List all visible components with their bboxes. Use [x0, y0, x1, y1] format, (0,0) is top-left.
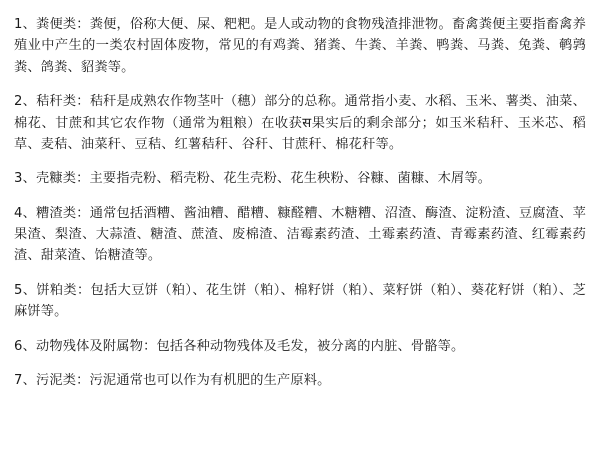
- item-term: 饼粕类：: [36, 282, 91, 298]
- list-item: [14, 168, 586, 189]
- item-text: 通常包括酒糟、酱油糟、醋糟、糠醛糟、木糖糟、沼渣、酶渣、淀粉渣、豆腐渣、苹果渣、梨渣、大蒜渣、糖渣、蔗渣、废棉渣、洁霉素药渣、土霉素药渣、青霉素药渣、红霉素药渣、甜菜渣、饴糖渣等。: [14, 205, 586, 264]
- item-number: 5、: [14, 282, 37, 298]
- item-text: 粪便，俗称大便、屎、粑粑。是人或动物的食物残渣排泄物。畜禽粪便主要指畜禽养殖业中产生的一类农村固体废物，常见的有鸡粪、猪粪、牛粪、羊粪、鸭粪、马粪、兔粪、鹌鹑粪、鸽粪、貂粪等。: [14, 17, 586, 75]
- item-term: 壳糠类：: [35, 171, 90, 187]
- item-text: 包括各种动物残体及毛发，被分离的内脏、骨骼等。: [156, 338, 465, 354]
- list-item: [14, 370, 586, 391]
- item-text: 秸秆是成熟农作物茎叶（穗）部分的总称。通常指小麦、水稻、玉米、薯类、油菜、棉花、甘蔗和其它农作物（通常为粗粮）在收获स果实后的剩余部分；如玉米秸秆、玉米芯、稻草、麦秸、油菜秆、豆秸、红薯秸秆、谷秆、甘蔗秆、棉花秆等。: [14, 94, 586, 152]
- item-number: 6、: [14, 338, 36, 354]
- item-number: 3、: [14, 171, 36, 187]
- item-term: 动物残体及附属物：: [35, 338, 157, 354]
- list-item: [14, 280, 586, 323]
- item-text: 包括大豆饼（粕）、花生饼（粕）、棉籽饼（粕）、菜籽饼（粕）、葵花籽饼（粕）、芝麻饼等。: [14, 282, 586, 320]
- list-item: [14, 336, 586, 357]
- list-item: [14, 14, 586, 78]
- item-number: 1、: [14, 17, 37, 32]
- item-term: 糟渣类：: [36, 205, 90, 221]
- item-term: 粪便类：: [36, 17, 90, 32]
- item-number: 2、: [14, 94, 37, 110]
- list-item: [14, 203, 586, 267]
- item-term: 污泥类：: [35, 372, 90, 388]
- item-number: 4、: [14, 205, 37, 221]
- item-term: 秸秆类：: [36, 94, 90, 110]
- item-text: 主要指壳粉、稻壳粉、花生壳粉、花生秧粉、谷糠、菌糠、木屑等。: [89, 171, 492, 187]
- list-item: [14, 91, 586, 155]
- item-number: 7、: [14, 372, 36, 388]
- item-text: 污泥通常也可以作为有机肥的生产原料。: [89, 372, 331, 388]
